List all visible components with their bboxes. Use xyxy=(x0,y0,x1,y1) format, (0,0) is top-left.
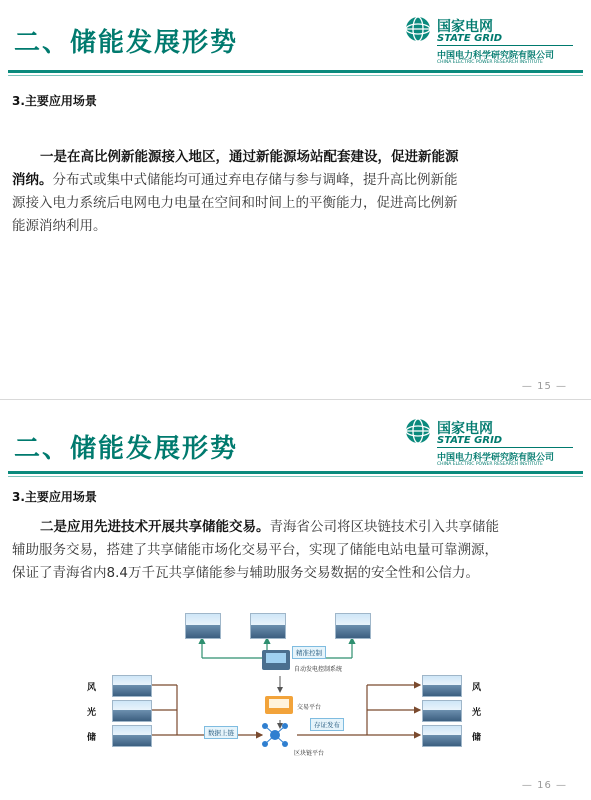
shared-storage-diagram xyxy=(82,608,492,783)
right-photo-solar xyxy=(422,700,462,722)
left-photo-storage xyxy=(112,725,152,747)
tag-evidence: 存证发布 xyxy=(310,718,344,731)
body-bold-line2: 消纳。 xyxy=(12,172,53,188)
body-paragraph xyxy=(12,516,580,585)
title-underline-thin xyxy=(8,476,583,477)
title-underline-thin xyxy=(8,75,583,76)
globe-icon xyxy=(405,418,431,444)
left-photo-solar xyxy=(112,700,152,722)
right-photo-storage xyxy=(422,725,462,747)
left-label-storage: 储 xyxy=(87,733,97,743)
page-number: — 16 — xyxy=(521,780,567,791)
logo-name-en: STATE GRID xyxy=(437,435,503,446)
page-number: — 15 — xyxy=(521,381,567,392)
section-subheading: 3.主要应用场景 xyxy=(12,490,97,504)
title-underline xyxy=(8,471,583,474)
state-grid-logo xyxy=(405,416,585,468)
body-paragraph xyxy=(12,146,580,238)
right-label-wind: 风 xyxy=(472,683,482,693)
tag-precise-control: 精准控制 xyxy=(292,646,326,659)
left-label-solar: 光 xyxy=(87,708,97,718)
body-text-line1: 青海省公司将区块链技术引入共享储能 xyxy=(269,519,499,535)
right-label-storage: 储 xyxy=(472,733,482,743)
state-grid-logo xyxy=(405,14,585,66)
body-text-line2: 分布式或集中式储能均可通过弃电存储与参与调峰，提升高比例新能 xyxy=(52,172,458,188)
left-label-wind: 风 xyxy=(87,683,97,693)
body-text-line4: 能源消纳利用。 xyxy=(12,218,107,234)
org-name-cn: 中国电力科学研究院有限公司 xyxy=(437,51,555,61)
section-subheading: 3.主要应用场景 xyxy=(12,94,97,108)
top-photo-1 xyxy=(185,613,221,639)
org-name-en: CHINA ELECTRIC POWER RESEARCH INSTITUTE xyxy=(437,462,543,467)
org-name-en: CHINA ELECTRIC POWER RESEARCH INSTITUTE xyxy=(437,60,543,65)
org-name-cn: 中国电力科学研究院有限公司 xyxy=(437,453,555,463)
slide-16 xyxy=(0,400,591,800)
logo-name-cn: 国家电网 xyxy=(437,19,493,35)
page-title: 二、储能发展形势 xyxy=(14,434,239,464)
logo-divider xyxy=(437,45,573,46)
body-text-line3: 源接入电力系统后电网电力电量在空间和时间上的平衡能力，促进高比例新 xyxy=(12,195,458,211)
logo-name-en: STATE GRID xyxy=(437,33,503,44)
logo-name-cn: 国家电网 xyxy=(437,421,493,437)
label-trading: 交易平台 xyxy=(297,704,322,711)
body-text-line2: 辅助服务交易，搭建了共享储能市场化交易平台，实现了储能电站电量可靠溯源， xyxy=(12,542,498,558)
top-photo-3 xyxy=(335,613,371,639)
top-photo-2 xyxy=(250,613,286,639)
page-title: 二、储能发展形势 xyxy=(14,28,239,58)
label-agc: 自动发电控制系统 xyxy=(294,666,343,673)
tag-onchain: 数据上链 xyxy=(204,726,238,739)
right-label-solar: 光 xyxy=(472,708,482,718)
right-photo-wind xyxy=(422,675,462,697)
body-bold-lead: 二是应用先进技术开展共享储能交易。 xyxy=(40,519,270,535)
title-underline xyxy=(8,70,583,73)
label-blockchain: 区块链平台 xyxy=(294,750,325,757)
logo-divider xyxy=(437,447,573,448)
globe-icon xyxy=(405,16,431,42)
left-photo-wind xyxy=(112,675,152,697)
body-text-line3: 保证了青海省内8.4万千瓦共享储能参与辅助服务交易数据的安全性和公信力。 xyxy=(12,565,479,581)
body-bold-line1: 一是在高比例新能源接入地区，通过新能源场站配套建设，促进新能源 xyxy=(40,149,459,165)
